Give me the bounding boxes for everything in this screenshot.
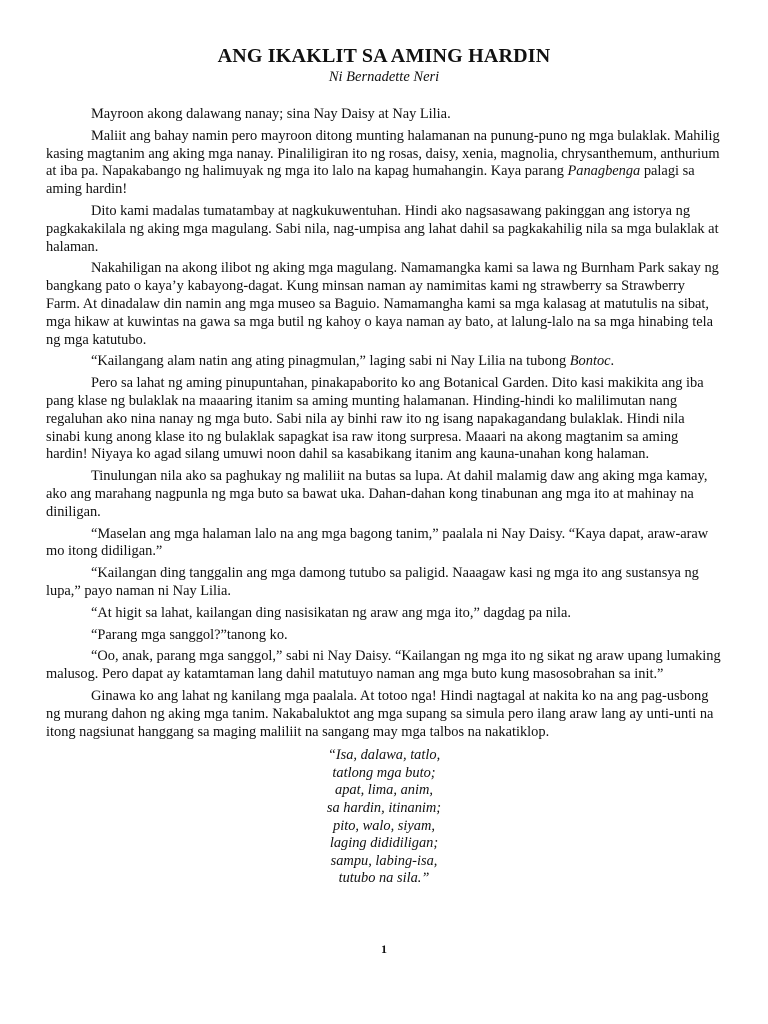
- paragraph: Maliit ang bahay namin pero mayroon ditong munting halamanan na punung-puno ng mga bulaklak. Mahilig kasing magtanim ang aking mga nanay. Pinaliligiran ito ng rosas, daisy, xenia, magnolia, chrysanthemum, anthurium at iba pa. Napakabango ng halimuyak ng mga ito lalo na kapag humahangin. Kaya parang Panagbenga palagi sa aming hardin!: [46, 127, 720, 198]
- poem-line: sampu, labing-isa,: [330, 852, 438, 869]
- author-byline: Ni Bernadette Neri: [328, 69, 440, 85]
- italic-term: Bontoc: [569, 353, 611, 370]
- paragraph: Tinulungan nila ako sa paghukay ng maliliit na butas sa lupa. At dahil malamig daw ang aking mga kamay, ako ang marahang nagpunla ng mga buto sa bawat uka. Dahan-dahan kong tinabunan ang mga ito at mahinay na diniligan.: [46, 468, 708, 520]
- poem-line: laging dididiligan;: [329, 835, 439, 852]
- page-number: 1: [381, 942, 387, 956]
- story-body: [46, 106, 722, 741]
- paragraph: Mayroon akong dalawang nanay; sina Nay Daisy at Nay Lilia.: [91, 106, 451, 122]
- italic-term: Panagbenga: [567, 163, 641, 180]
- paragraph: “At higit sa lahat, kailangan ding nasisikatan ng araw ang mga ito,” dagdag pa nila.: [91, 604, 571, 621]
- paragraph: Dito kami madalas tumatambay at nagkukuwentuhan. Hindi ako nagsasawang pakinggan ang istorya ng pagkakakilala ng aking mga magulang. Sabi nila, nag-umpisa ang lahat dahil sa pagkakahilig nila sa mga bulaklak at halaman.: [46, 202, 719, 255]
- paragraph: “Maselan ang mga halaman lalo na ang mga bagong tanim,” paalala ni Nay Daisy. “Kaya dapat, araw-araw mo itong didiligan.”: [46, 525, 709, 560]
- paragraph: “Parang mga sanggol?”tanong ko.: [91, 626, 288, 643]
- paragraph: Nakahiligan na akong ilibot ng aking mga magulang. Namamangka kami sa lawa ng Burnham Park sakay ng bangkang pato o kaya’y kabayong-dagat. Kung minsan naman ay namimitas kami ng strawberry sa Strawberry Farm. At dinadalaw din namin ang mga museo sa Baguio. Namamangha kami sa mga kalasag at matutulis na sibat, mga hikaw at kuwintas na gawa sa mga butil ng kahoy o kaya naman ay bato, at lalung-lalo na sa mga hinabing tela ng mga katutubo.: [46, 260, 719, 348]
- paragraph: “Oo, anak, parang mga sanggol,” sabi ni Nay Daisy. “Kailangan ng mga ito ng sikat ng araw upang lumaking malusog. Pero dapat ay katamtaman lang dahil matutuyo naman ang mga buto kung masosobrahan sa init.”: [46, 648, 721, 683]
- poem-line: “Isa, dalawa, tatlo,: [327, 747, 441, 764]
- poem-line: sa hardin, itinanim;: [326, 800, 442, 817]
- poem-line: pito, walo, siyam,: [333, 817, 435, 834]
- poem-verse: [46, 747, 722, 888]
- poem-line: apat, lima, anim,: [335, 782, 433, 799]
- page-title: ANG IKAKLIT SA AMING HARDIN: [217, 45, 551, 67]
- paragraph: Pero sa lahat ng aming pinupuntahan, pinakapaborito ko ang Botanical Garden. Dito kasi makikita ang iba pang klase ng bulaklak na maaaring itanim sa aming munting halamanan. Hinding-hindi ko malilimutan nang regaluhan ako nina nanay ng mga buto. Sabi nila ay binhi raw ito ng isang napakagandang bulaklak. Hindi nila sinabi kung anong klase ito ng bulaklak sapagkat isa raw itong surpresa. Maaari na akong magtanim sa aming hardin! Niyaya ko agad silang umuwi noon dahil sa kasabikang itanim ang kauna-unahan kong halaman.: [46, 375, 704, 463]
- paragraph: “Kailangan ding tanggalin ang mga damong tutubo sa paligid. Naaagaw kasi ng mga ito ang sustansya ng lupa,” payo naman ni Nay Lilia.: [46, 565, 699, 599]
- paragraph: “Kailangang alam natin ang ating pinagmulan,” laging sabi ni Nay Lilia na tubong Bontoc.: [91, 353, 615, 370]
- poem-line: tutubo na sila.”: [338, 870, 430, 887]
- poem-line: tatlong mga buto;: [332, 764, 436, 781]
- paragraph: Ginawa ko ang lahat ng kanilang mga paalala. At totoo nga! Hindi nagtagal at nakita ko na ang pag-usbong ng murang dahon ng aking mga tanim. Nakabaluktot ang mga supang sa simula pero ilang araw lang ay unti-unti na itong nagsiunat hanggang sa maging maliliit na sangang may mga talbos na nakatiklop.: [46, 687, 714, 740]
